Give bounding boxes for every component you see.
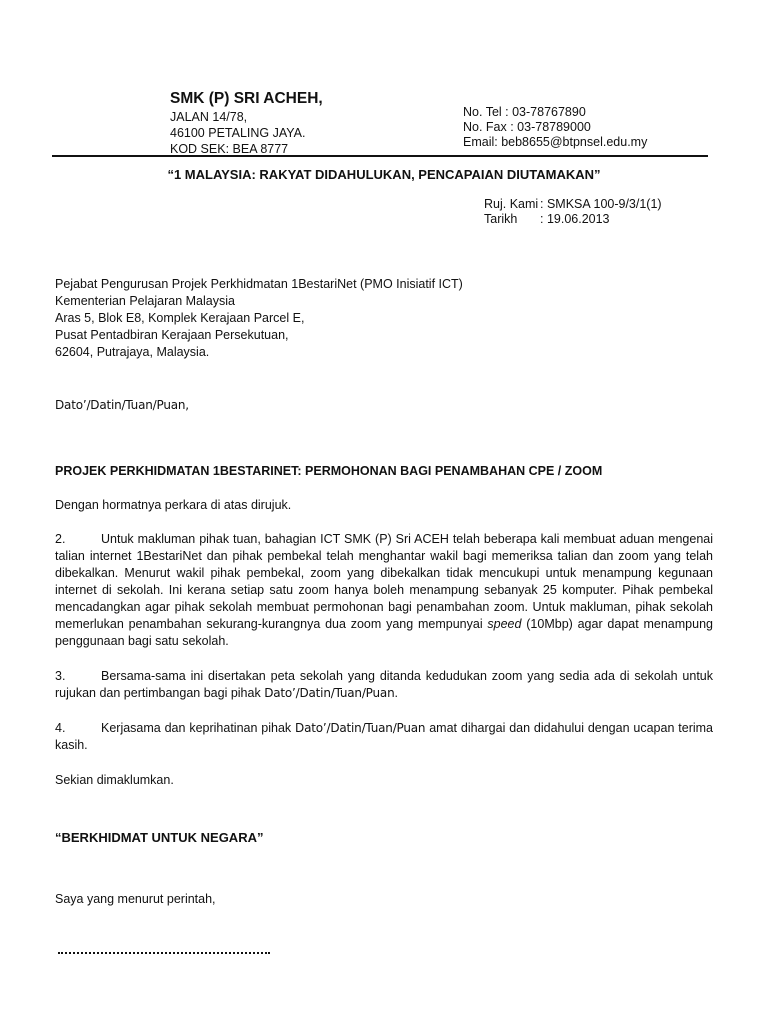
recipient-address [55, 276, 463, 361]
recipient-line: Kementerian Pelajaran Malaysia [55, 294, 235, 308]
paragraph-number: 4. [55, 721, 66, 735]
speed-term: speed [487, 617, 522, 631]
paragraph-text: Untuk makluman pihak tuan, bahagian ICT SMK (P) Sri ACEH telah beberapa kali membuat aduan mengenai talian internet 1BestariNet dan pihak pembekal telah menghantar wakil bagi memeriksa talian dan zoom yang telah dibekalkan. Menurut wakil pihak pembekal, zoom yang dibekalkan tidak mencukupi untuk menampung kegunaan internet di sekolah. Ini kerana setiap satu zoom hanya boleh menampung sebanyak 25 komputer. Pihak pembekal mencadangkan agar pihak sekolah membuat permohonan bagi penambahan zoom. Untuk makluman, pihak sekolah memerlukan penambahan sekurang-kurangnya dua zoom yang mempunyai [55, 532, 713, 631]
address-line: JALAN 14/78, [170, 110, 248, 124]
email-address: Email: beb8655@btpnsel.edu.my [463, 135, 648, 149]
recipient-line: Pusat Pentadbiran Kerajaan Persekutuan, [55, 328, 289, 342]
tel-number: No. Tel : 03-78767890 [463, 105, 586, 119]
reference-label: Ruj. Kami [484, 197, 539, 211]
honorific: Dato’/Datin/Tuan/Puan [264, 686, 395, 700]
opening-line: Dengan hormatnya perkara di atas dirujuk. [55, 498, 292, 512]
letterhead-divider [52, 155, 708, 157]
address-line: 46100 PETALING JAYA. [170, 126, 306, 140]
reference-block [484, 197, 662, 227]
school-name: SMK (P) SRI ACHEH, [170, 90, 323, 107]
salutation: Dato’/Datin/Tuan/Puan, [55, 398, 189, 412]
recipient-line: Aras 5, Blok E8, Komplek Kerajaan Parcel E, [55, 311, 305, 325]
paragraph-3 [55, 668, 713, 702]
honorific: Dato’/Datin/Tuan/Puan [295, 721, 426, 735]
reference-row [484, 197, 662, 212]
address-line: KOD SEK: BEA 8777 [170, 142, 289, 156]
date-row [484, 212, 662, 227]
recipient-line: 62604, Putrajaya, Malaysia. [55, 345, 210, 359]
paragraph-number: 2. [55, 532, 66, 546]
signature-intro: Saya yang menurut perintah, [55, 892, 216, 906]
paragraph-text: Kerjasama dan keprihatinan pihak [101, 721, 292, 735]
fax-number: No. Fax : 03-78789000 [463, 120, 591, 134]
closing-line: Sekian dimaklumkan. [55, 773, 174, 787]
signature-line [58, 952, 270, 954]
paragraph-text: (10Mbp) agar dapat menampung penggunaan bagi satu sekolah. [55, 617, 713, 648]
paragraph-2 [55, 531, 713, 650]
motto: “BERKHIDMAT UNTUK NEGARA” [55, 830, 264, 845]
subject-line: PROJEK PERKHIDMATAN 1BESTARINET: PERMOHONAN BAGI PENAMBAHAN CPE / ZOOM [55, 464, 603, 478]
paragraph-text: amat dihargai dan didahului dengan ucapan terima kasih. [55, 721, 713, 752]
paragraph-text: Bersama-sama ini disertakan peta sekolah yang ditanda kedudukan zoom yang sedia ada di sekolah untuk rujukan dan pertimbangan bagi pihak [55, 669, 713, 700]
paragraph-number: 3. [55, 669, 66, 683]
date-label: Tarikh [484, 212, 518, 226]
recipient-line: Pejabat Pengurusan Projek Perkhidmatan 1BestariNet (PMO Inisiatif ICT) [55, 277, 463, 291]
slogan: “1 MALAYSIA: RAKYAT DIDAHULUKAN, PENCAPAIAN DIUTAMAKAN” [167, 167, 601, 182]
date-value: : 19.06.2013 [540, 212, 610, 226]
paragraph-end: . [394, 686, 398, 700]
school-contact [463, 105, 647, 150]
reference-value: : SMKSA 100-9/3/1(1) [540, 197, 662, 211]
school-address [170, 109, 305, 157]
paragraph-4 [55, 720, 713, 754]
